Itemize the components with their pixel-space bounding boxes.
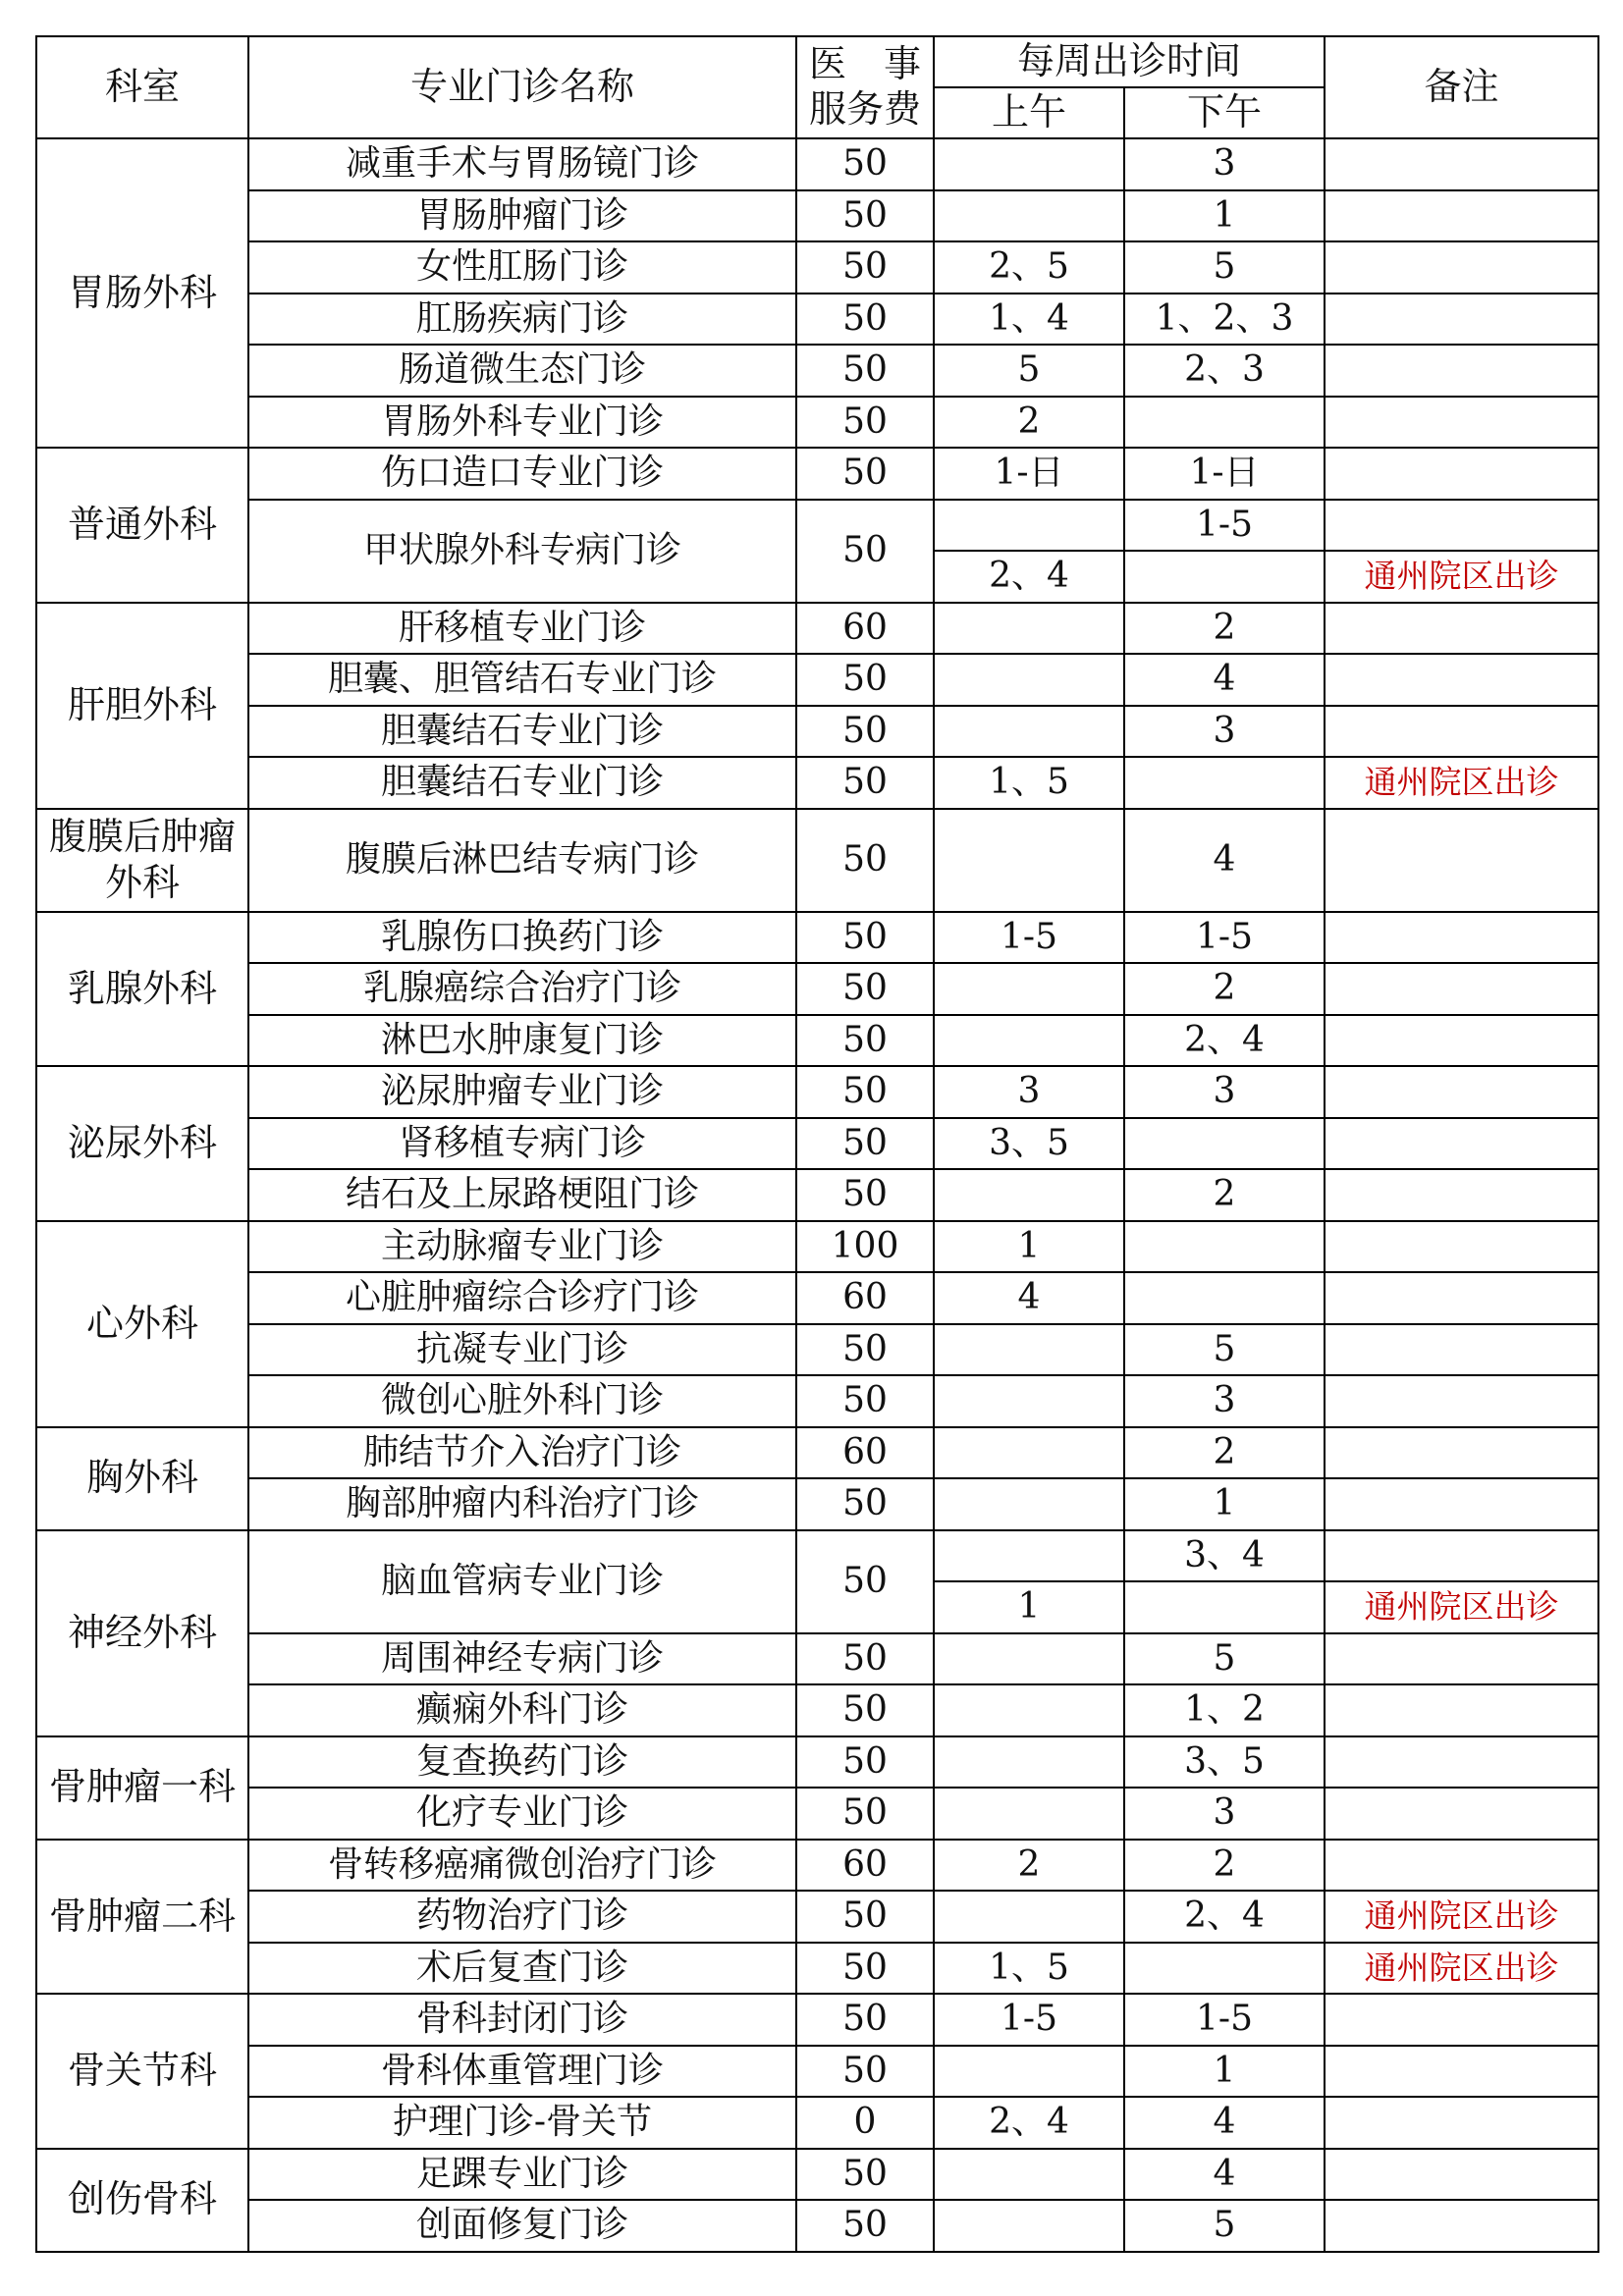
- remark-cell: [1325, 1736, 1598, 1789]
- clinic-name-cell: 女性肛肠门诊: [248, 241, 796, 294]
- pm-cell: 1: [1124, 1478, 1325, 1530]
- fee-cell: 50: [796, 241, 934, 294]
- remark-cell: 通州院区出诊: [1325, 1943, 1598, 1995]
- remark-cell: [1325, 1530, 1598, 1582]
- department-cell: 创伤骨科: [36, 2149, 248, 2252]
- am-cell: 2: [934, 397, 1124, 449]
- remark-cell: [1325, 345, 1598, 397]
- pm-cell: 1、2、3: [1124, 294, 1325, 346]
- table-row: [36, 1427, 1598, 1479]
- am-cell: 2: [934, 1840, 1124, 1892]
- remark-cell: [1325, 500, 1598, 552]
- header-department: 科室: [36, 36, 248, 138]
- header-fee-line-2: 服务费: [808, 87, 921, 131]
- pm-cell: 1: [1124, 2046, 1325, 2098]
- clinic-name-cell: 肠道微生态门诊: [248, 345, 796, 397]
- clinic-name-cell: 化疗专业门诊: [248, 1788, 796, 1840]
- remark-cell: [1325, 654, 1598, 706]
- department-cell: 心外科: [36, 1221, 248, 1427]
- fee-cell: 50: [796, 397, 934, 449]
- clinic-name-cell: 肺结节介入治疗门诊: [248, 1427, 796, 1479]
- pm-cell: 2、3: [1124, 345, 1325, 397]
- table-row: [36, 2046, 1598, 2098]
- table-row: [36, 2149, 1598, 2201]
- fee-cell: 50: [796, 1169, 934, 1221]
- am-cell: 4: [934, 1272, 1124, 1324]
- clinic-name-cell: 胆囊结石专业门诊: [248, 706, 796, 758]
- pm-cell: 5: [1124, 241, 1325, 294]
- pm-cell: 5: [1124, 2200, 1325, 2252]
- am-cell: 5: [934, 345, 1124, 397]
- pm-cell: 2: [1124, 1427, 1325, 1479]
- header-fee-char-2: 事: [883, 42, 921, 86]
- department-cell: 神经外科: [36, 1530, 248, 1736]
- table-row: [36, 1788, 1598, 1840]
- remark-cell: [1325, 963, 1598, 1015]
- remark-cell: [1325, 1994, 1598, 2046]
- fee-cell: 50: [796, 654, 934, 706]
- fee-cell: 50: [796, 1478, 934, 1530]
- pm-cell: 2: [1124, 963, 1325, 1015]
- clinic-name-cell: 术后复查门诊: [248, 1943, 796, 1995]
- remark-cell: [1325, 2046, 1598, 2098]
- clinic-name-cell: 结石及上尿路梗阻门诊: [248, 1169, 796, 1221]
- department-cell: 普通外科: [36, 448, 248, 603]
- clinic-name-cell: 胆囊结石专业门诊: [248, 757, 796, 809]
- fee-cell: 50: [796, 1633, 934, 1685]
- clinic-name-cell: 创面修复门诊: [248, 2200, 796, 2252]
- pm-cell: 2、4: [1124, 1015, 1325, 1067]
- am-cell: 3: [934, 1066, 1124, 1118]
- clinic-name-cell: 主动脉瘤专业门诊: [248, 1221, 796, 1273]
- remark-cell: 通州院区出诊: [1325, 757, 1598, 809]
- clinic-name-cell: 骨科封闭门诊: [248, 1994, 796, 2046]
- clinic-name-cell: 乳腺伤口换药门诊: [248, 912, 796, 964]
- table-row: [36, 1118, 1598, 1170]
- table-row: [36, 912, 1598, 964]
- header-fee-line-1: [797, 42, 933, 87]
- am-cell: [934, 963, 1124, 1015]
- am-cell: 2、5: [934, 241, 1124, 294]
- table-row: [36, 1891, 1598, 1943]
- am-cell: 1: [934, 1221, 1124, 1273]
- fee-cell: 60: [796, 1840, 934, 1892]
- clinic-name-cell: 胃肠肿瘤门诊: [248, 190, 796, 242]
- pm-cell: 2: [1124, 1169, 1325, 1221]
- clinic-name-cell: 周围神经专病门诊: [248, 1633, 796, 1685]
- am-cell: [934, 1478, 1124, 1530]
- table-row: [36, 706, 1598, 758]
- pm-cell: 4: [1124, 2097, 1325, 2149]
- am-cell: [934, 1736, 1124, 1789]
- am-cell: [934, 190, 1124, 242]
- am-cell: 2、4: [934, 551, 1124, 603]
- remark-cell: [1325, 1169, 1598, 1221]
- remark-cell: [1325, 2200, 1598, 2252]
- clinic-name-cell: 腹膜后淋巴结专病门诊: [248, 809, 796, 912]
- clinic-name-cell: 胃肠外科专业门诊: [248, 397, 796, 449]
- fee-cell: 50: [796, 963, 934, 1015]
- table-row: [36, 1221, 1598, 1273]
- header-am: 上午: [934, 87, 1124, 138]
- clinic-name-cell: 泌尿肿瘤专业门诊: [248, 1066, 796, 1118]
- pm-cell: 1、2: [1124, 1684, 1325, 1736]
- remark-cell: [1325, 397, 1598, 449]
- table-row: [36, 1272, 1598, 1324]
- remark-cell: [1325, 294, 1598, 346]
- fee-cell: 50: [796, 345, 934, 397]
- table-row: [36, 1015, 1598, 1067]
- header-clinic-name: 专业门诊名称: [248, 36, 796, 138]
- fee-cell: 50: [796, 1943, 934, 1995]
- fee-cell: 50: [796, 1788, 934, 1840]
- am-cell: [934, 1891, 1124, 1943]
- table-row: [36, 345, 1598, 397]
- department-cell: 胃肠外科: [36, 138, 248, 448]
- table-row: [36, 1375, 1598, 1427]
- remark-cell: [1325, 138, 1598, 190]
- table-row: [36, 448, 1598, 500]
- fee-cell: 50: [796, 757, 934, 809]
- department-cell: 泌尿外科: [36, 1066, 248, 1221]
- remark-cell: [1325, 1633, 1598, 1685]
- am-cell: 1-5: [934, 912, 1124, 964]
- fee-cell: 50: [796, 912, 934, 964]
- am-cell: [934, 1169, 1124, 1221]
- department-cell: 骨肿瘤一科: [36, 1736, 248, 1840]
- pm-cell: 3: [1124, 706, 1325, 758]
- fee-cell: 50: [796, 809, 934, 912]
- pm-cell: 4: [1124, 2149, 1325, 2201]
- table-row: [36, 2200, 1598, 2252]
- fee-cell: 50: [796, 1324, 934, 1376]
- table-row: [36, 603, 1598, 655]
- remark-cell: [1325, 1118, 1598, 1170]
- header-row-1: [36, 36, 1598, 87]
- remark-cell: [1325, 1788, 1598, 1840]
- am-cell: 1-5: [934, 1994, 1124, 2046]
- clinic-name-cell: 胆囊、胆管结石专业门诊: [248, 654, 796, 706]
- am-cell: [934, 1788, 1124, 1840]
- fee-cell: 50: [796, 1891, 934, 1943]
- department-cell: 乳腺外科: [36, 912, 248, 1067]
- am-cell: [934, 1684, 1124, 1736]
- fee-cell: 50: [796, 2149, 934, 2201]
- am-cell: 2、4: [934, 2097, 1124, 2149]
- pm-cell: [1124, 1221, 1325, 1273]
- table-row: [36, 241, 1598, 294]
- remark-cell: [1325, 2097, 1598, 2149]
- pm-cell: 2: [1124, 1840, 1325, 1892]
- remark-cell: [1325, 1221, 1598, 1273]
- remark-cell: [1325, 1015, 1598, 1067]
- am-cell: 1: [934, 1581, 1124, 1633]
- remark-cell: [1325, 1684, 1598, 1736]
- department-cell: 胸外科: [36, 1427, 248, 1530]
- clinic-name-cell: 护理门诊-骨关节: [248, 2097, 796, 2149]
- table-row: [36, 1994, 1598, 2046]
- header-remarks: 备注: [1325, 36, 1598, 138]
- pm-cell: 1-5: [1124, 912, 1325, 964]
- remark-cell: [1325, 706, 1598, 758]
- clinic-name-cell: 抗凝专业门诊: [248, 1324, 796, 1376]
- table-row: [36, 1633, 1598, 1685]
- department-cell: 腹膜后肿瘤外科: [36, 809, 248, 912]
- remark-cell: [1325, 1324, 1598, 1376]
- remark-cell: [1325, 1840, 1598, 1892]
- fee-cell: 50: [796, 706, 934, 758]
- pm-cell: 1-5: [1124, 1994, 1325, 2046]
- fee-cell: 60: [796, 1272, 934, 1324]
- fee-cell: 50: [796, 1530, 934, 1633]
- remark-cell: [1325, 448, 1598, 500]
- remark-cell: 通州院区出诊: [1325, 551, 1598, 603]
- table-row: [36, 654, 1598, 706]
- pm-cell: 2、4: [1124, 1891, 1325, 1943]
- clinic-name-cell: 肾移植专病门诊: [248, 1118, 796, 1170]
- remark-cell: [1325, 190, 1598, 242]
- fee-cell: 60: [796, 603, 934, 655]
- remark-cell: 通州院区出诊: [1325, 1581, 1598, 1633]
- pm-cell: 1: [1124, 190, 1325, 242]
- fee-cell: 50: [796, 138, 934, 190]
- am-cell: [934, 500, 1124, 552]
- table-row: [36, 1169, 1598, 1221]
- header-fee-char-1: 医: [809, 42, 847, 86]
- fee-cell: 50: [796, 190, 934, 242]
- pm-cell: [1124, 757, 1325, 809]
- department-cell: 肝胆外科: [36, 603, 248, 809]
- remark-cell: [1325, 2149, 1598, 2201]
- table-row: [36, 397, 1598, 449]
- clinic-name-cell: 骨转移癌痛微创治疗门诊: [248, 1840, 796, 1892]
- remark-cell: [1325, 809, 1598, 912]
- table-row: [36, 500, 1598, 552]
- pm-cell: 5: [1124, 1633, 1325, 1685]
- fee-cell: 50: [796, 2046, 934, 2098]
- table-row: [36, 1840, 1598, 1892]
- pm-cell: 3、4: [1124, 1530, 1325, 1582]
- remark-cell: [1325, 603, 1598, 655]
- remark-cell: 通州院区出诊: [1325, 1891, 1598, 1943]
- pm-cell: 2: [1124, 603, 1325, 655]
- clinic-name-cell: 足踝专业门诊: [248, 2149, 796, 2201]
- pm-cell: [1124, 1272, 1325, 1324]
- pm-cell: [1124, 1943, 1325, 1995]
- header-pm: 下午: [1124, 87, 1325, 138]
- table-row: [36, 138, 1598, 190]
- table-row: [36, 294, 1598, 346]
- clinic-name-cell: 癫痫外科门诊: [248, 1684, 796, 1736]
- am-cell: [934, 1375, 1124, 1427]
- am-cell: 1、5: [934, 757, 1124, 809]
- am-cell: 1、5: [934, 1943, 1124, 1995]
- remark-cell: [1325, 1478, 1598, 1530]
- fee-cell: 100: [796, 1221, 934, 1273]
- fee-cell: 50: [796, 294, 934, 346]
- am-cell: [934, 1530, 1124, 1582]
- department-cell: 骨肿瘤二科: [36, 1840, 248, 1995]
- fee-cell: 50: [796, 1118, 934, 1170]
- pm-cell: 4: [1124, 809, 1325, 912]
- fee-cell: 50: [796, 2200, 934, 2252]
- clinic-name-cell: 药物治疗门诊: [248, 1891, 796, 1943]
- am-cell: [934, 2149, 1124, 2201]
- clinic-name-cell: 骨科体重管理门诊: [248, 2046, 796, 2098]
- clinic-name-cell: 复查换药门诊: [248, 1736, 796, 1789]
- clinic-name-cell: 甲状腺外科专病门诊: [248, 500, 796, 603]
- pm-cell: 3: [1124, 1066, 1325, 1118]
- clinic-schedule-table: [35, 35, 1599, 2253]
- clinic-name-cell: 脑血管病专业门诊: [248, 1530, 796, 1633]
- am-cell: [934, 1427, 1124, 1479]
- table-row: [36, 1066, 1598, 1118]
- am-cell: [934, 2200, 1124, 2252]
- pm-cell: 4: [1124, 654, 1325, 706]
- clinic-name-cell: 微创心脏外科门诊: [248, 1375, 796, 1427]
- header-fee: [796, 36, 934, 138]
- am-cell: [934, 1633, 1124, 1685]
- pm-cell: [1124, 551, 1325, 603]
- clinic-name-cell: 淋巴水肿康复门诊: [248, 1015, 796, 1067]
- fee-cell: 50: [796, 1684, 934, 1736]
- pm-cell: [1124, 1118, 1325, 1170]
- remark-cell: [1325, 1427, 1598, 1479]
- fee-cell: 50: [796, 448, 934, 500]
- pm-cell: 3: [1124, 1788, 1325, 1840]
- am-cell: [934, 654, 1124, 706]
- am-cell: [934, 1015, 1124, 1067]
- table-row: [36, 757, 1598, 809]
- remark-cell: [1325, 241, 1598, 294]
- am-cell: 3、5: [934, 1118, 1124, 1170]
- clinic-name-cell: 心脏肿瘤综合诊疗门诊: [248, 1272, 796, 1324]
- remark-cell: [1325, 1375, 1598, 1427]
- schedule-sheet: [35, 35, 1597, 2259]
- pm-cell: [1124, 397, 1325, 449]
- clinic-name-cell: 肝移植专业门诊: [248, 603, 796, 655]
- pm-cell: 5: [1124, 1324, 1325, 1376]
- am-cell: 1、4: [934, 294, 1124, 346]
- table-row: [36, 1684, 1598, 1736]
- table-row: [36, 1943, 1598, 1995]
- fee-cell: 50: [796, 1375, 934, 1427]
- fee-cell: 50: [796, 1066, 934, 1118]
- pm-cell: 3、5: [1124, 1736, 1325, 1789]
- fee-cell: 50: [796, 1736, 934, 1789]
- remark-cell: [1325, 912, 1598, 964]
- fee-cell: 0: [796, 2097, 934, 2149]
- am-cell: [934, 809, 1124, 912]
- fee-cell: 60: [796, 1427, 934, 1479]
- table-row: [36, 190, 1598, 242]
- am-cell: [934, 603, 1124, 655]
- am-cell: [934, 2046, 1124, 2098]
- table-row: [36, 1736, 1598, 1789]
- table-row: [36, 809, 1598, 912]
- table-row: [36, 1478, 1598, 1530]
- pm-cell: 3: [1124, 138, 1325, 190]
- am-cell: [934, 1324, 1124, 1376]
- pm-cell: 3: [1124, 1375, 1325, 1427]
- fee-cell: 50: [796, 1994, 934, 2046]
- am-cell: [934, 138, 1124, 190]
- pm-cell: 1-日: [1124, 448, 1325, 500]
- table-row: [36, 2097, 1598, 2149]
- am-cell: 1-日: [934, 448, 1124, 500]
- pm-cell: 1-5: [1124, 500, 1325, 552]
- table-row: [36, 963, 1598, 1015]
- department-cell: 骨关节科: [36, 1994, 248, 2149]
- clinic-name-cell: 肛肠疾病门诊: [248, 294, 796, 346]
- fee-cell: 50: [796, 1015, 934, 1067]
- remark-cell: [1325, 1272, 1598, 1324]
- am-cell: [934, 706, 1124, 758]
- header-weekly-time: 每周出诊时间: [934, 36, 1325, 87]
- pm-cell: [1124, 1581, 1325, 1633]
- clinic-name-cell: 胸部肿瘤内科治疗门诊: [248, 1478, 796, 1530]
- remark-cell: [1325, 1066, 1598, 1118]
- table-row: [36, 1530, 1598, 1582]
- clinic-name-cell: 伤口造口专业门诊: [248, 448, 796, 500]
- clinic-name-cell: 乳腺癌综合治疗门诊: [248, 963, 796, 1015]
- table-row: [36, 1324, 1598, 1376]
- clinic-name-cell: 减重手术与胃肠镜门诊: [248, 138, 796, 190]
- fee-cell: 50: [796, 500, 934, 603]
